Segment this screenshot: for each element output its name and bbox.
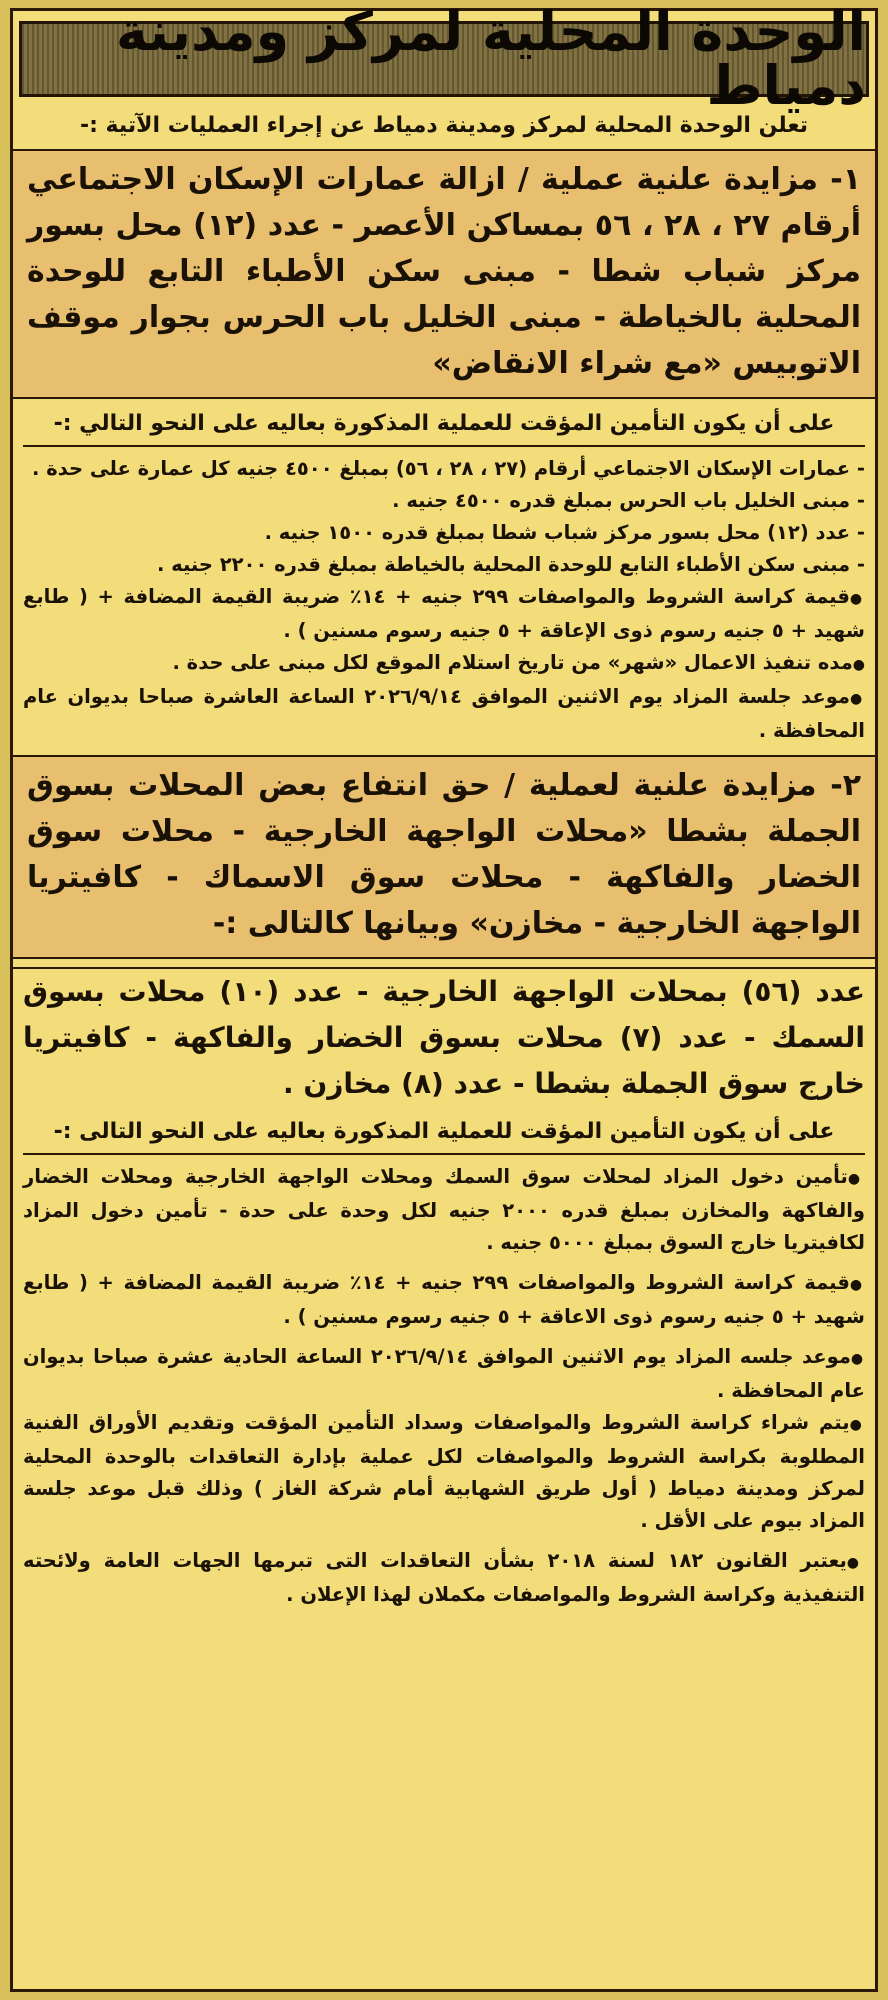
list-item: - عمارات الإسكان الاجتماعي أرقام (٢٧ ، ٢٨ ، ٥٦) بمبلغ ٤٥٠٠ جنيه كل عمارة على حدة . <box>32 457 865 480</box>
section1-list <box>23 453 865 747</box>
list-item: - عدد (١٢) محل بسور مركز شباب شطا بمبلغ قدره ١٥٠٠ جنيه . <box>264 521 865 544</box>
bullet-item: ● موعد جلسه المزاد يوم الاثنين الموافق ٢٠٢٦/٩/١٤ الساعة الحادية عشرة صباحا بديوان عام المحافظة . <box>23 1341 865 1407</box>
page-title: الوحدة المحلية لمركز ومدينة دمياط <box>115 0 866 117</box>
section1-insurance-title: على أن يكون التأمين المؤقت للعملية المذكورة بعاليه على النحو التالي :- <box>23 409 865 447</box>
bullet-item: ● يتم شراء كراسة الشروط والمواصفات وسداد التأمين المؤقت وتقديم الأوراق الفنية المطلوبة بكراسة الشروط والمواصفات لكل عملية بإدارة التعاقدات بالوحدة المحلية لمركز ومدينة دمياط ( أول طريق الشهابية أمام شركة الغاز ) وذلك قبل موعد جلسة المزاد بيوم على الأقل . <box>23 1407 865 1537</box>
section1-heading-band <box>13 149 875 399</box>
bullet-item: ● يعتبر القانون ١٨٢ لسنة ٢٠١٨ بشأن التعاقدات التى تبرمها الجهات العامة ولائحته التنفيذية وكراسة الشروط والمواصفات مكملان لهذا الإعلان . <box>23 1545 865 1611</box>
bullet-item: ● قيمة كراسة الشروط والمواصفات ٢٩٩ جنيه + ١٤٪ ضريبة القيمة المضافة + ( طابع شهيد + ٥ جنيه رسوم ذوى الاعاقة + ٥ جنيه رسوم مسنين ) . <box>23 1267 865 1333</box>
advertisement <box>10 0 878 1992</box>
bullet-item: ● تأمين دخول المزاد لمحلات سوق السمك ومحلات الواجهة الخارجية ومحلات الخضار والفاكهة والمخازن بمبلغ قدره ٢٠٠٠ جنيه لكل وحدة على حدة - تأمين دخول المزاد لكافيتريا خارج السوق بمبلغ ٥٠٠٠ جنيه . <box>23 1161 865 1259</box>
section2-list <box>23 1161 865 1611</box>
list-item: - مبنى سكن الأطباء التابع للوحدة المحلية بالخياطة بمبلغ قدره ٢٢٠٠ جنيه . <box>156 553 865 576</box>
intro-line: تعلن الوحدة المحلية لمركز ومدينة دمياط عن إجراء العمليات الآتية :- <box>79 113 809 138</box>
list-item: - مبنى الخليل باب الحرس بمبلغ قدره ٤٥٠٠ جنيه . <box>392 489 865 512</box>
bullet-item: ● قيمة كراسة الشروط والمواصفات ٢٩٩ جنيه + ١٤٪ ضريبة القيمة المضافة + ( طابع شهيد + ٥ جنيه رسوم ذوى الإعاقة + ٥ جنيه رسوم مسنين ) . <box>23 581 865 647</box>
section2-details: عدد (٥٦) بمحلات الواجهة الخارجية - عدد (١٠) محلات بسوق السمك - عدد (٧) محلات بسوق الخضار والفاكهة - كافيتريا خارج سوق الجملة بشطا - عدد (٨) مخازن . <box>23 975 865 1100</box>
masthead-banner <box>19 0 869 117</box>
section2-heading: ٢- مزايدة علنية لعملية / حق انتفاع بعض المحلات بسوق الجملة بشطا «محلات الواجهة الخارجية - محلات سوق الخضار والفاكهة - محلات سوق الاسماك - كافيتريا الواجهة الخارجية - مخازن» وبيانها كالتالى :- <box>27 768 861 941</box>
section2-insurance-title: على أن يكون التأمين المؤقت للعملية المذكورة بعاليه على النحو التالى :- <box>23 1117 865 1155</box>
bullet-item: ● مده تنفيذ الاعمال «شهر» من تاريخ استلام الموقع لكل مبنى على حدة . <box>23 647 865 681</box>
section1-heading: ١- مزايدة علنية عملية / ازالة عمارات الإسكان الاجتماعي أرقام ٢٧ ، ٢٨ ، ٥٦ بمساكن الأعصر - عدد (١٢) محل بسور مركز شباب شطا - مبنى سكن الأطباء التابع للوحدة المحلية بالخياطة - مبنى الخليل باب الحرس بجوار موقف الاتوبيس «مع شراء الانقاض» <box>27 162 861 381</box>
section2-heading-band <box>13 755 875 959</box>
bullet-item: ● موعد جلسة المزاد يوم الاثنين الموافق ٢٠٢٦/٩/١٤ الساعة العاشرة صباحا بديوان عام المحافظة . <box>23 681 865 747</box>
